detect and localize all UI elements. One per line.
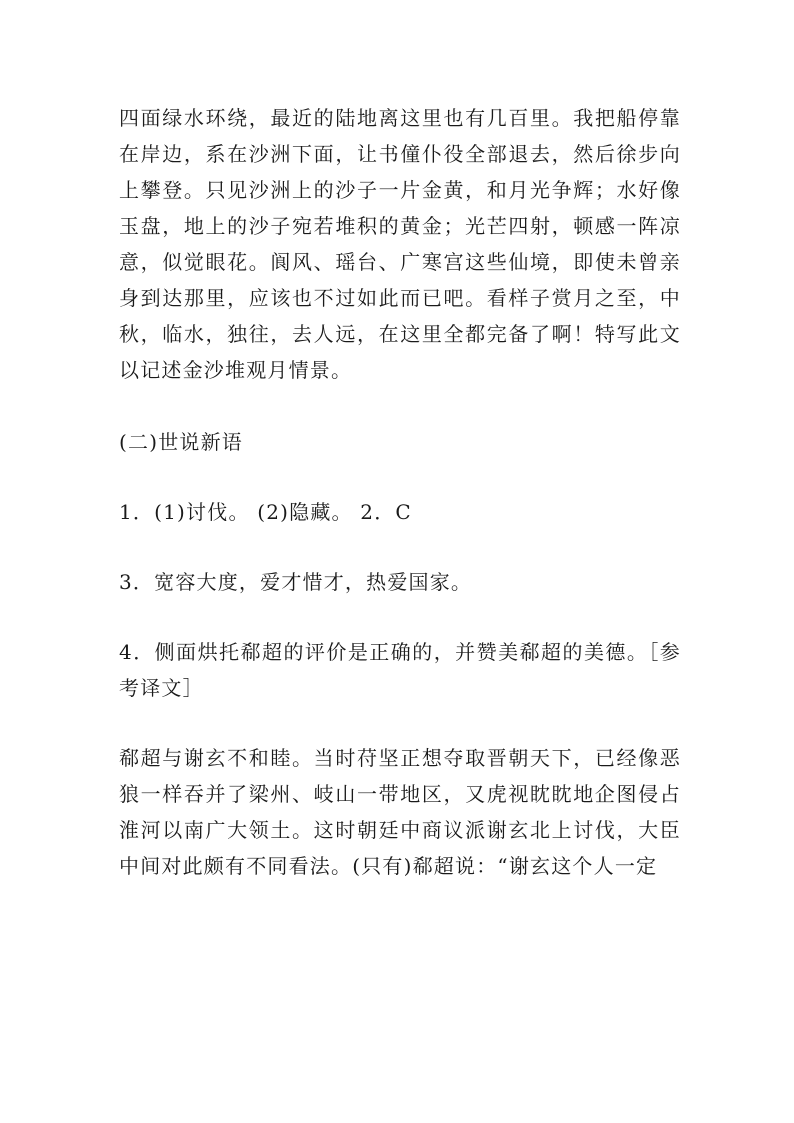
section-heading-shishuo-xinyu: (二)世说新语	[119, 430, 244, 454]
answer-4: 4．侧面烘托郗超的评价是正确的，并赞美郗超的美德。［参考译文］	[119, 640, 681, 700]
translation-paragraph-moon-viewing: 四面绿水环绕，最近的陆地离这里也有几百里。我把船停靠在岸边，系在沙洲下面，让书僮仆役全部退去，然后徐步向上攀登。只见沙洲上的沙子一片金黄，和月光争辉；水好像玉盘，地上的沙子宛若堆积的黄金；光芒四射，顿感一阵凉意，似觉眼花。阆风、瑶台、广寒宫这些仙境，即使未曾亲身到达那里，应该也不过如此而已吧。看样子赏月之至，中秋，临水，独往，去人远，在这里全都完备了啊！特写此文以记述金沙堆观月情景。	[119, 106, 681, 382]
document-page	[119, 100, 681, 884]
answer-3: 3．宽容大度，爱才惜才，热爱国家。	[119, 570, 473, 594]
answer-1-2: 1．(1)讨伐。 (2)隐藏。 2．C	[119, 500, 412, 524]
reference-translation-paragraph: 郗超与谢玄不和睦。当时苻坚正想夺取晋朝天下，已经像恶狼一样吞并了梁州、岐山一带地区，又虎视眈眈地企图侵占淮河以南广大领土。这时朝廷中商议派谢玄北上讨伐，大臣中间对此颇有不同看法。(只有)郗超说：“谢玄这个人一定	[119, 746, 681, 878]
